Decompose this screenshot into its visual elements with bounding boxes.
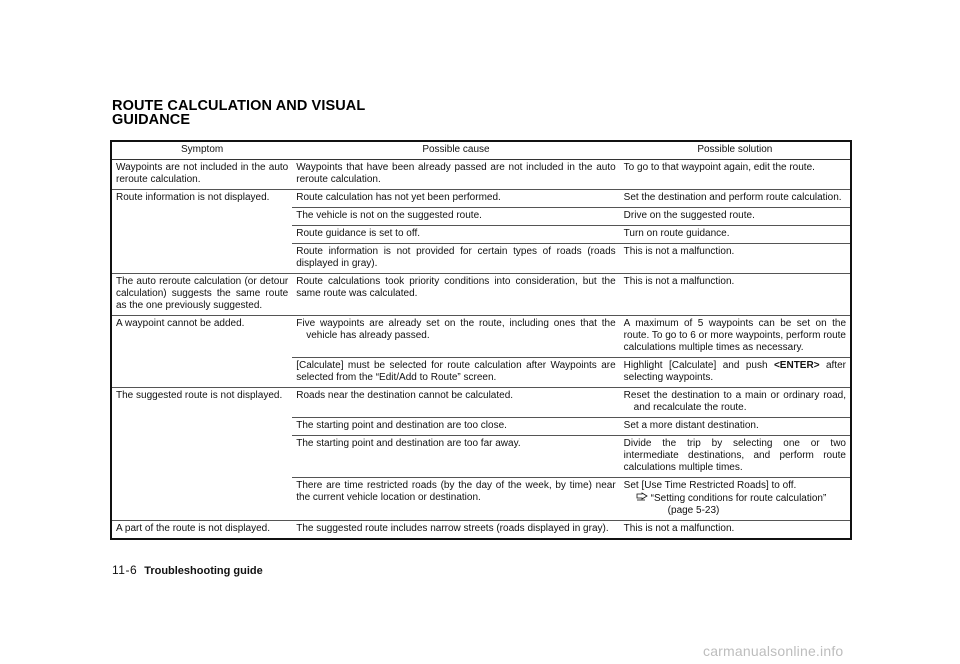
cause-cell: Route guidance is set to off. <box>292 226 619 244</box>
cause-cell: Five waypoints are already set on the route, including ones that the vehicle has already passed. <box>292 316 619 358</box>
cause-cell: The vehicle is not on the suggested route. <box>292 208 619 226</box>
solution-text: Set [Use Time Restricted Roads] to off. <box>623 480 797 491</box>
header-symptom: Symptom <box>112 142 292 160</box>
solution-cell: Divide the trip by selecting one or two intermediate destinations, and perform route calculations multiple times. <box>620 436 850 478</box>
cause-cell: The starting point and destination are too close. <box>292 418 619 436</box>
solution-cell: Turn on route guidance. <box>620 226 850 244</box>
troubleshooting-table <box>110 140 852 540</box>
section-heading-line-1: ROUTE CALCULATION AND VISUAL <box>112 98 366 114</box>
cause-cell: Route calculation has not yet been performed. <box>292 190 619 208</box>
enter-key-label: <ENTER> <box>773 360 820 371</box>
solution-cell <box>620 478 850 521</box>
header-possible-solution: Possible solution <box>620 142 850 160</box>
cause-cell: Waypoints that have been already passed are not included in the auto reroute calculation. <box>292 160 619 190</box>
solution-text-pre: Highlight [Calculate] and push <box>623 360 774 371</box>
solution-cell: A maximum of 5 waypoints can be set on the route. To go to 6 or more waypoints, perform route calculations multiple times as necessary. <box>620 316 850 358</box>
symptom-cell: The suggested route is not displayed. <box>112 388 292 521</box>
reference-arrow-icon <box>636 492 648 502</box>
cause-cell: Route information is not provided for certain types of roads (roads displayed in gray). <box>292 244 619 274</box>
reference-title: “Setting conditions for route calculation” <box>650 493 827 504</box>
table-header-row <box>112 142 850 160</box>
solution-cell: To go to that waypoint again, edit the route. <box>620 160 850 190</box>
cause-cell: Roads near the destination cannot be calculated. <box>292 388 619 418</box>
table-row <box>112 521 850 539</box>
solution-cell: This is not a malfunction. <box>623 523 735 534</box>
header-possible-cause: Possible cause <box>292 142 619 160</box>
page-reference <box>624 492 846 517</box>
solution-cell: Drive on the suggested route. <box>620 208 850 226</box>
watermark: carmanualsonline.info <box>703 643 844 659</box>
solution-cell <box>620 358 850 388</box>
page-number: 11-6 <box>112 563 138 577</box>
table-row <box>112 190 850 208</box>
symptom-cell: A waypoint cannot be added. <box>112 316 292 388</box>
solution-cell: This is not a malfunction. <box>620 274 850 316</box>
solution-text-post: after selecting waypoints. <box>623 360 846 383</box>
table-row <box>112 388 850 418</box>
solution-cell: Set the destination and perform route calculation. <box>620 190 850 208</box>
page-footer <box>112 563 263 577</box>
symptom-cell: Route information is not displayed. <box>112 190 292 274</box>
table-row <box>112 316 850 358</box>
solution-cell: This is not a malfunction. <box>620 244 850 274</box>
section-heading <box>112 99 512 127</box>
table-row <box>112 160 850 190</box>
section-heading-line-2: GUIDANCE <box>112 112 191 128</box>
cause-cell: The suggested route includes narrow streets (roads displayed in gray). <box>296 523 609 534</box>
cause-cell: Route calculations took priority conditions into consideration, but the same route was calculated. <box>292 274 619 316</box>
cause-cell: [Calculate] must be selected for route calculation after Waypoints are selected from the “Edit/Add to Route” screen. <box>292 358 619 388</box>
cause-cell: The starting point and destination are too far away. <box>292 436 619 478</box>
symptom-cell: Waypoints are not included in the auto reroute calculation. <box>112 160 292 190</box>
table-row <box>112 274 850 316</box>
solution-cell: Set a more distant destination. <box>620 418 850 436</box>
symptom-cell: The auto reroute calculation (or detour calculation) suggests the same route as the one previously suggested. <box>112 274 292 316</box>
reference-page: (page 5-23) <box>667 505 720 516</box>
solution-cell: Reset the destination to a main or ordinary road, and recalculate the route. <box>620 388 850 418</box>
chapter-title: Troubleshooting guide <box>144 565 263 577</box>
symptom-cell: A part of the route is not displayed. <box>116 523 270 534</box>
cause-cell: There are time restricted roads (by the day of the week, by time) near the current vehicle location or destination. <box>292 478 619 521</box>
